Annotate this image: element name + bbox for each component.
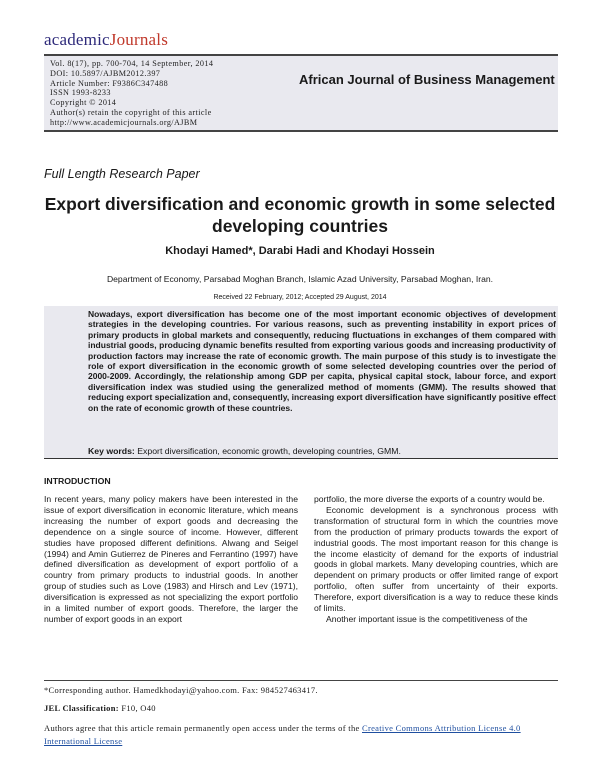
jel-label: JEL Classification:: [44, 703, 119, 713]
body-column-left: [44, 494, 298, 625]
paper-title: Export diversification and economic growth in some selected developing countries: [44, 194, 556, 236]
jel-classification: [44, 703, 156, 713]
abstract-divider: [44, 458, 558, 459]
corresponding-author: *Corresponding author. Hamedkhodayi@yahoo.com. Fax: 984527463417.: [44, 685, 318, 695]
paragraph: In recent years, many policy makers have been interested in the issue of export diversification in economic literature, which means increasing the number of export goods and decreasing the dependence on a single source of income. However, different studies have proposed different definitions. Alwang and Seigel (1994) and Amin Gutierrez de Pineres and Ferrantino (1997) have defined diversification as development of export portfolio of a country from primary products to industrial goods. In another group of studies such as Love (1983) and Hirsch and Lev (1971), diversification is expressed as not specializing the export portfolio in a limited number of export goods. Therefore, the larger the number of export goods in an export: [44, 494, 298, 624]
meta-copyright: Copyright © 2014: [50, 98, 117, 108]
header-top-rule: [44, 54, 558, 56]
keywords-label: Key words:: [88, 446, 135, 456]
publisher-logo: [44, 30, 168, 50]
header-bottom-rule: [44, 130, 558, 132]
paragraph: portfolio, the more diverse the exports of a country would be.: [314, 494, 545, 504]
received-dates: Received 22 February, 2012; Accepted 29 August, 2014: [213, 294, 387, 301]
keywords: [88, 446, 401, 456]
logo-part-journals: Journals: [109, 30, 169, 49]
paragraph: Another important issue is the competitiveness of the: [326, 613, 528, 624]
meta-doi: DOI: 10.5897/AJBM2012.397: [50, 68, 161, 78]
logo-part-academic: academic: [44, 30, 110, 49]
article-header-box: [44, 54, 558, 132]
author-affiliation: Department of Economy, Parsabad Moghan Branch, Islamic Azad University, Parsabad Moghan, Iran.: [106, 274, 494, 284]
paragraph: Economic development is a synchronous process with transformation of structural form in which the countries move from the production of primary products towards the export of industrial goods. The most important reason for this change is the income elasticity of demand for the exports of industrial goods in global markets. Many developing countries, which are dependent on primary products or offer limited range of export portfolio, often suffer from uncertainty of their exports. Therefore, export diversification is a way to reduce these kinds of limits.: [314, 504, 558, 614]
article-metadata: [50, 59, 213, 128]
jel-codes: F10, O40: [121, 703, 156, 713]
meta-issn: ISSN 1993-8233: [50, 88, 111, 98]
keywords-text: Export diversification, economic growth, developing countries, GMM.: [137, 446, 401, 456]
body-column-right: [314, 494, 558, 625]
journal-name: African Journal of Business Management: [299, 72, 555, 87]
license-text: Authors agree that this article remain permanently open access under the terms of the: [44, 723, 362, 733]
paper-type: Full Length Research Paper: [44, 167, 200, 181]
abstract-box: [44, 306, 558, 458]
footnote-divider: [44, 680, 558, 681]
author-list: Khodayi Hamed*, Darabi Hadi and Khodayi Hossein: [165, 245, 435, 257]
meta-volume: Vol. 8(17), pp. 700-704, 14 September, 2014: [50, 59, 214, 68]
meta-rights: Author(s) retain the copyright of this article: [50, 107, 212, 117]
abstract-text: Nowadays, export diversification has become one of the most important economic objectives of development strategies in the developing countries. For various reasons, such as preventing instability in export prices of primary products in global markets and consequently, reducing fluctuations in exchanges of them compared with industrial goods, producing dynamic benefits resulted from exporting various goods and increasing productivity of production factors may increase the rate of economic growth. The main purpose of this study is to investigate the role of export diversification in the economic growth of some selected developing countries over the period of 2000-2009. Accordingly, the relationship among GDP per capita, physical capital stock, labour force, and export diversification index was studied using the generalized method of moments (GMM). The results showed that reducing export specialization and, consequently, increasing export diversification have significantly positive effect on the rate of economic growth of these countries.: [88, 309, 556, 413]
meta-url[interactable]: http://www.academicjournals.org/AJBM: [50, 117, 198, 127]
license-link[interactable]: Creative Commons Attribution License 4.0 International License: [44, 723, 521, 746]
license-notice: [44, 722, 558, 748]
section-heading-introduction: INTRODUCTION: [44, 476, 111, 486]
meta-article-number: Article Number: F9386C347488: [50, 78, 169, 88]
